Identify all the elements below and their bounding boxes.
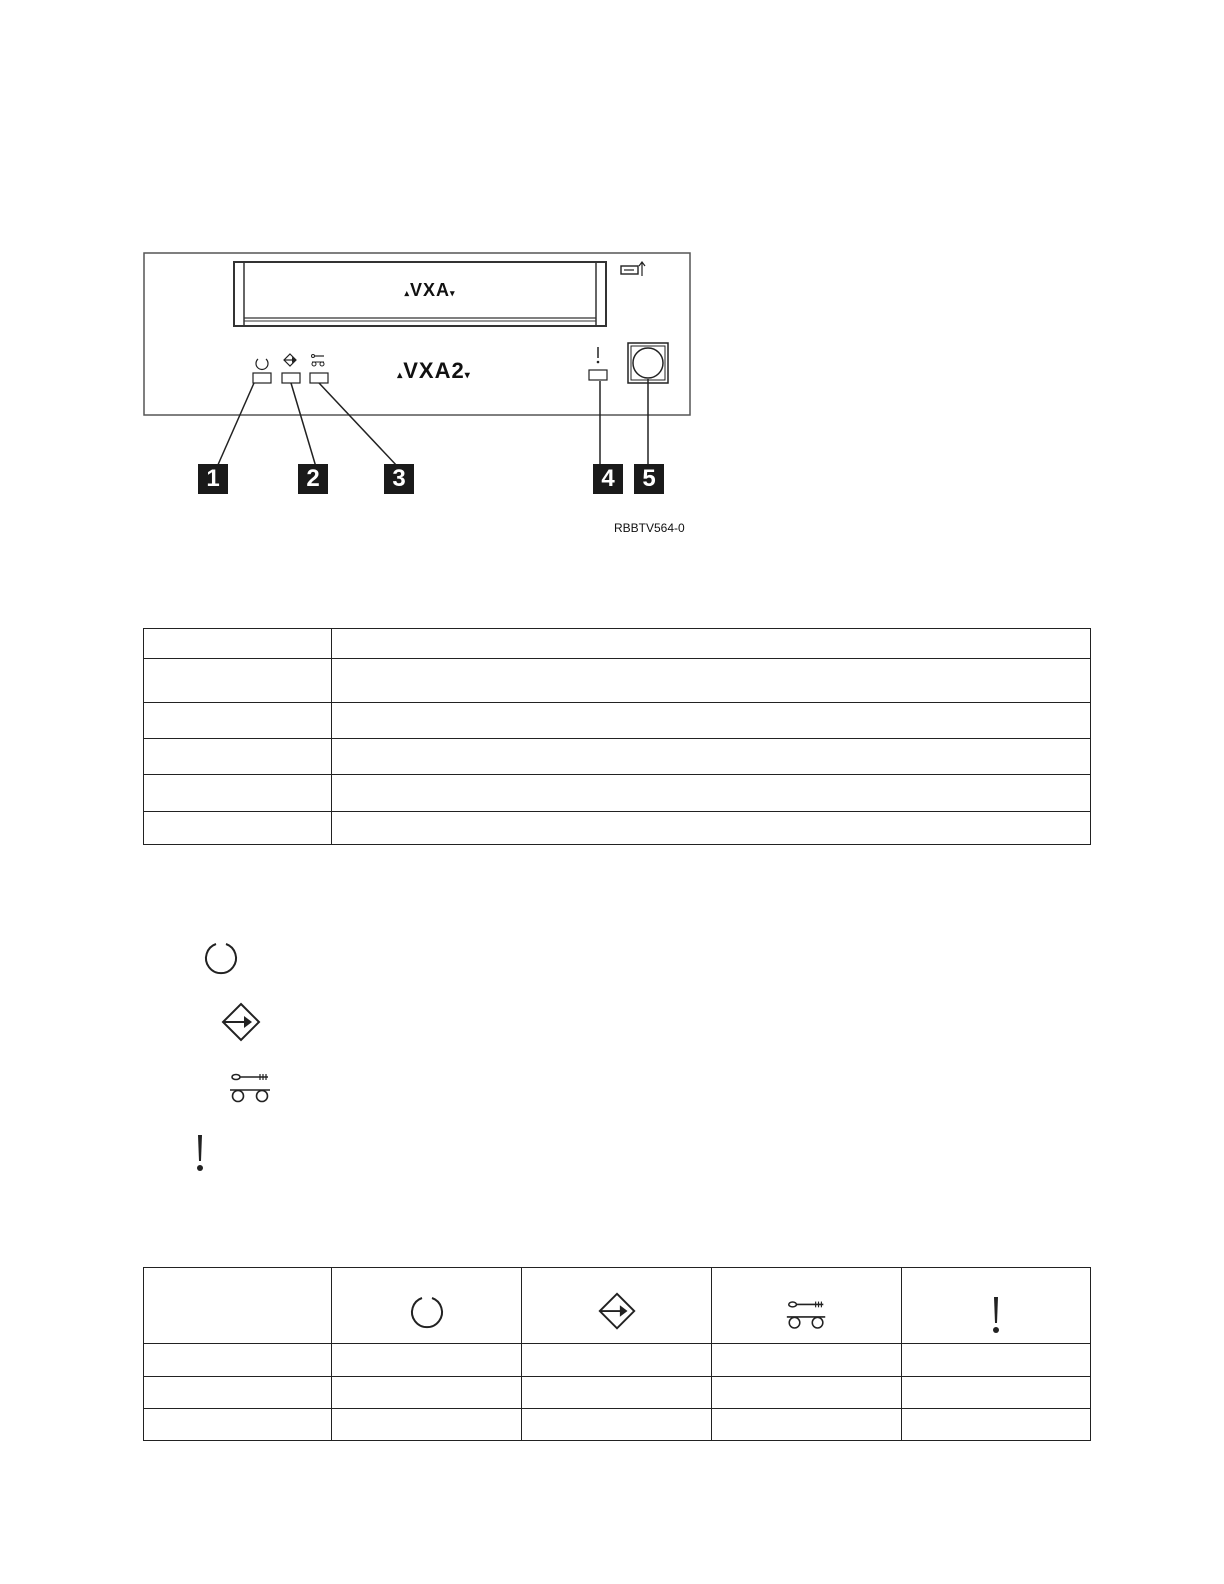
- led-4: [589, 370, 607, 380]
- table-row: [144, 659, 1091, 703]
- callout-3: 3: [384, 464, 414, 494]
- front-logo-text: VXA2: [403, 358, 465, 383]
- table-header-cell: [332, 1268, 522, 1344]
- table-cell: [712, 1409, 902, 1441]
- table-cell: [332, 739, 1091, 775]
- table-cell: [144, 629, 332, 659]
- power-ready-icon: [407, 1293, 447, 1333]
- callout-1: 1: [198, 464, 228, 494]
- drive-activity-icon: [218, 1000, 264, 1046]
- led-1: [253, 373, 271, 383]
- callout-4: 4: [593, 464, 623, 494]
- table-cell: [144, 1377, 332, 1409]
- table-cell: [332, 775, 1091, 812]
- table-cell: [144, 739, 332, 775]
- bezel-outline: [144, 253, 690, 415]
- led-2: [282, 373, 300, 383]
- table-cell: [712, 1344, 902, 1377]
- front-logo: ▴VXA2▾: [397, 358, 471, 383]
- table-cell: [712, 1377, 902, 1409]
- table-cell: [332, 629, 1091, 659]
- table-row: [144, 812, 1091, 845]
- led-3: [310, 373, 328, 383]
- table-header-cell: [712, 1268, 902, 1344]
- power-ready-icon: [200, 938, 242, 978]
- table-cell: [332, 1409, 522, 1441]
- table-row: [144, 739, 1091, 775]
- table-row: [144, 1409, 1091, 1441]
- table-cell: [522, 1377, 712, 1409]
- tape-cleaning-icon: [226, 1070, 276, 1106]
- table-cell: [332, 703, 1091, 739]
- table-row: [144, 1344, 1091, 1377]
- table-row: [144, 629, 1091, 659]
- status-indicator-table: [143, 1267, 1091, 1441]
- table-header-cell: [902, 1268, 1091, 1344]
- table-cell: [144, 1344, 332, 1377]
- table-row: [144, 775, 1091, 812]
- table-cell: [332, 1344, 522, 1377]
- table-cell: [332, 1377, 522, 1409]
- table-cell: [144, 659, 332, 703]
- table-cell: [144, 775, 332, 812]
- table-header-cell: [144, 1268, 332, 1344]
- slot-logo: ▴VXA▾: [404, 280, 456, 300]
- table-cell: [332, 659, 1091, 703]
- callout-5: 5: [634, 464, 664, 494]
- led4-fault-icon: [597, 347, 600, 363]
- callout-2: 2: [298, 464, 328, 494]
- figure-id-label: RBBTV564-0: [614, 521, 685, 535]
- table-cell: [144, 812, 332, 845]
- drive-front-panel-figure: [140, 248, 700, 528]
- table-cell: [522, 1344, 712, 1377]
- eject-icon: [621, 262, 645, 276]
- tape-cleaning-icon: [783, 1297, 831, 1333]
- fault-icon: [986, 1294, 1006, 1336]
- table-header-row: [144, 1268, 1091, 1344]
- table-cell: [332, 812, 1091, 845]
- fault-icon: [190, 1132, 210, 1174]
- table-cell: [522, 1409, 712, 1441]
- led-description-table: [143, 628, 1091, 845]
- table-cell: [902, 1377, 1091, 1409]
- table-cell: [144, 1409, 332, 1441]
- slot-logo-text: VXA: [409, 280, 450, 300]
- eject-button-frame: [628, 343, 668, 383]
- table-cell: [902, 1409, 1091, 1441]
- table-header-cell: [522, 1268, 712, 1344]
- table-row: [144, 1377, 1091, 1409]
- led3-clean-icon: [312, 355, 325, 367]
- led2-activity-icon: [284, 354, 296, 366]
- drive-activity-icon: [595, 1290, 639, 1334]
- led1-power-icon: [256, 359, 268, 369]
- table-cell: [144, 703, 332, 739]
- table-row: [144, 703, 1091, 739]
- table-cell: [902, 1344, 1091, 1377]
